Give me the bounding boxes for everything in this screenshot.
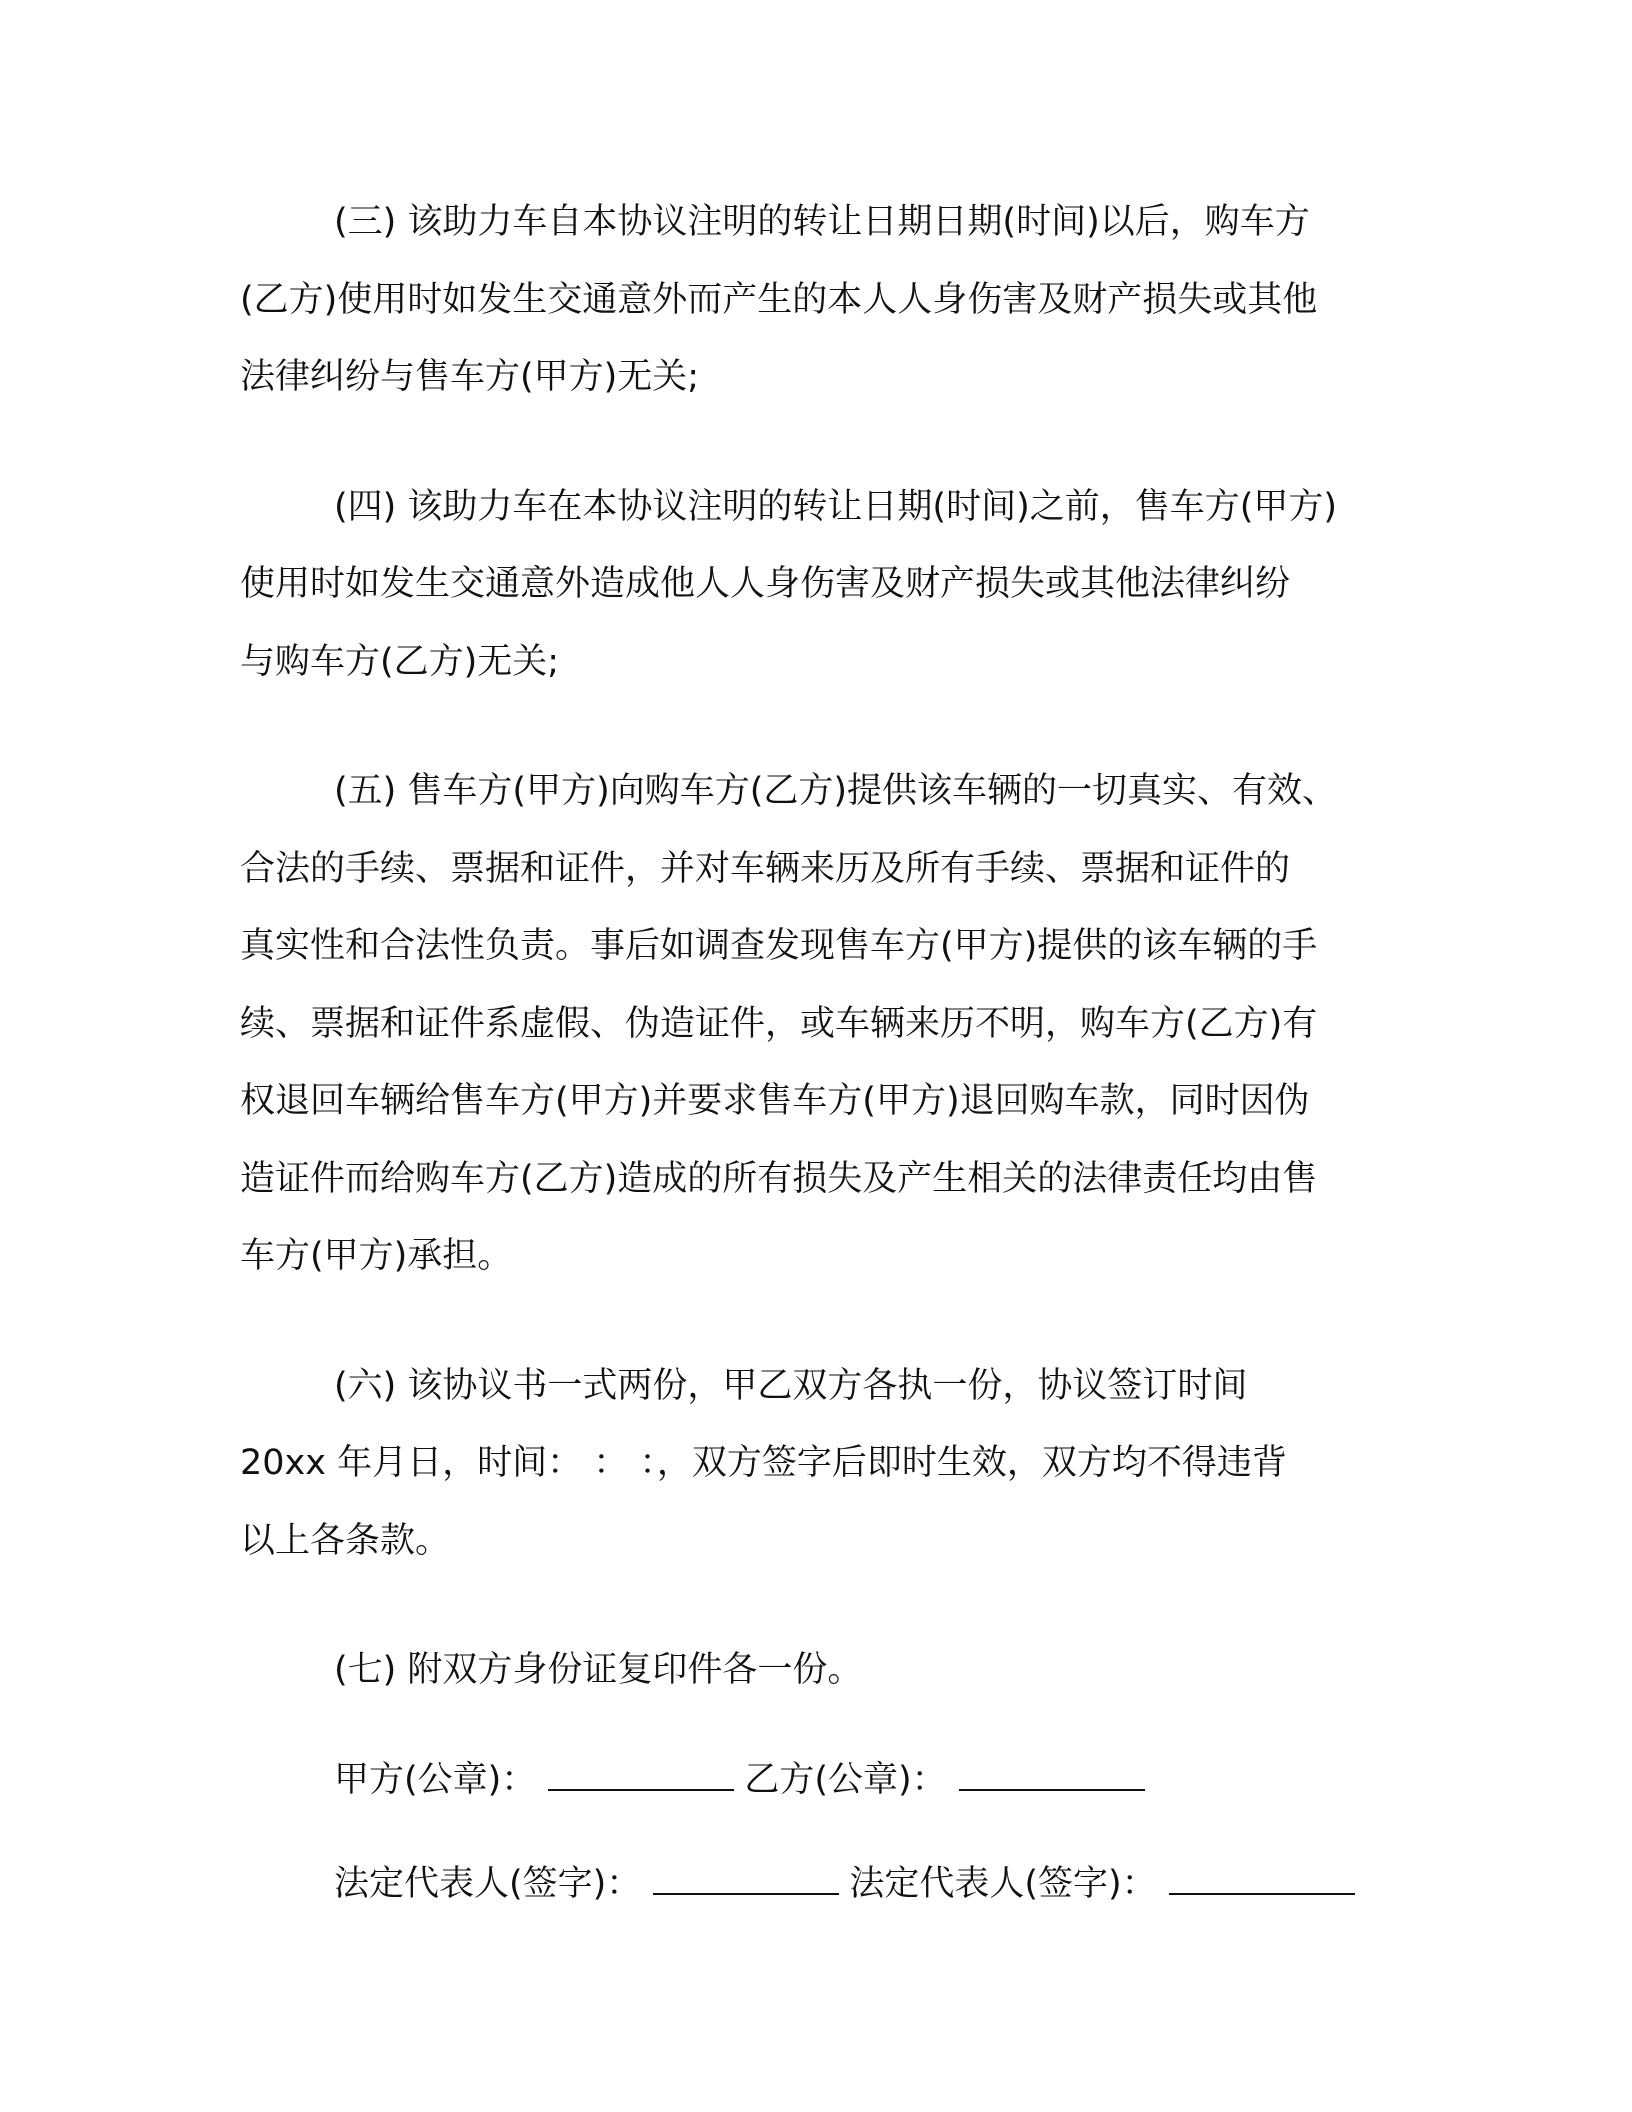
clause-6-line-2: 20xx 年月日，时间： ： ：，双方签字后即时生效，双方均不得违背: [240, 1443, 1287, 1483]
party-a-seal-blank[interactable]: [548, 1759, 734, 1791]
clause-4-line-3: 与购车方(乙方)无关;: [240, 641, 560, 682]
document-body: [240, 184, 1390, 1914]
clause-4-line-1: (四) 该助力车在本协议注明的转让日期(时间)之前，售车方(甲方): [334, 486, 1338, 527]
clause-5-line-7: 车方(甲方)承担。: [240, 1236, 513, 1276]
party-a-representative-label: 法定代表人(签字)：: [334, 1863, 642, 1904]
clause-5-line-5: 权退回车辆给售车方(甲方)并要求售车方(甲方)退回购车款，同时因伪: [240, 1081, 1310, 1121]
signature-row-seal: [240, 1750, 1390, 1810]
party-a-seal-label: 甲方(公章)：: [334, 1759, 537, 1800]
clause-5-line-4: 续、票据和证件系虚假、伪造证件，或车辆来历不明，购车方(乙方)有: [240, 1003, 1318, 1044]
clause-5: [240, 753, 1390, 1296]
clause-6-line-3: 以上各条款。: [240, 1520, 451, 1561]
clause-3-line-1: (三) 该助力车自本协议注明的转让日期日期(时间)以后，购车方: [334, 202, 1310, 242]
clause-4-line-2: 使用时如发生交通意外造成他人人身伤害及财产损失或其他法律纠纷: [240, 564, 1291, 604]
clause-6: [240, 1348, 1390, 1581]
party-b-seal-label: 乙方(公章)：: [744, 1759, 947, 1800]
clause-7-line-1: (七) 附双方身份证复印件各一份。: [334, 1650, 863, 1690]
clause-3-line-3: 法律纠纷与售车方(甲方)无关;: [240, 357, 700, 397]
party-b-representative-blank[interactable]: [1169, 1863, 1355, 1895]
signature-row-representative: [240, 1854, 1390, 1914]
clause-5-line-2: 合法的手续、票据和证件，并对车辆来历及所有手续、票据和证件的: [240, 848, 1291, 889]
clause-3: [240, 184, 1390, 417]
party-a-representative-blank[interactable]: [653, 1863, 839, 1895]
clause-3-line-2: (乙方)使用时如发生交通意外而产生的本人人身伤害及财产损失或其他: [240, 279, 1318, 320]
clause-5-line-1: (五) 售车方(甲方)向购车方(乙方)提供该车辆的一切真实、有效、: [334, 771, 1338, 811]
party-b-seal-blank[interactable]: [959, 1759, 1145, 1791]
clause-7: [240, 1632, 1390, 1710]
clause-5-line-6: 造证件而给购车方(乙方)造成的所有损失及产生相关的法律责任均由售: [240, 1158, 1318, 1199]
party-b-representative-label: 法定代表人(签字)：: [849, 1863, 1157, 1904]
clause-4: [240, 469, 1390, 702]
clause-6-line-1: (六) 该协议书一式两份，甲乙双方各执一份，协议签订时间: [334, 1365, 1248, 1406]
clause-5-line-3: 真实性和合法性负责。事后如调查发现售车方(甲方)提供的该车辆的手: [240, 926, 1318, 966]
